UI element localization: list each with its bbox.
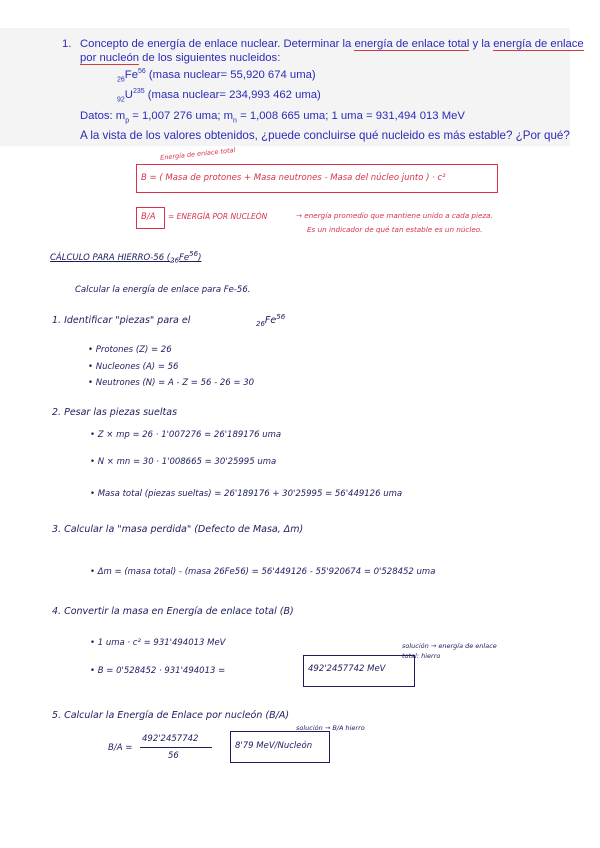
problem-line-2: por nucleón de los siguientes nucleidos: — [80, 52, 281, 64]
solution-ba-label: solución → B/A hierro — [296, 724, 365, 732]
b-formula: B = ( Masa de protones + Masa neutrones - Masa del núcleo junto ) · c² — [141, 173, 446, 183]
z-times-mp: • Z × mp = 26 · 1'007276 = 26'189176 uma — [90, 430, 282, 440]
ba-numerator: 492'2457742 — [142, 734, 199, 744]
b-calc: • B = 0'528452 · 931'494013 = — [90, 666, 226, 676]
question-line: A la vista de los valores obtenidos, ¿puede concluirse qué nucleido es más estable? ¿Por qué? — [80, 129, 570, 142]
neutrones: • Neutrones (N) = A - Z = 56 - 26 = 30 — [88, 378, 255, 388]
ba-label: B/A — [141, 212, 156, 222]
datos-line: Datos: $m_p = 1,007$ 276 uma; $m_n = 1,008$ 665 uma; 1 uma = 931,494 013 MeV — [80, 110, 465, 125]
protones: • Protones (Z) = 26 — [88, 345, 172, 355]
work-intro: Calcular la energía de enlace para Fe-56. — [75, 285, 251, 295]
masa-total: • Masa total (piezas sueltas) = 26'189176 + 30'25995 = 56'449126 uma — [90, 489, 403, 499]
step-2: 2. Pesar las piezas sueltas — [52, 407, 178, 418]
nucleones: • Nucleones (A) = 56 — [88, 362, 179, 372]
ba-desc-2: Es un indicador de qué tan estable es un núcleo. — [307, 225, 483, 234]
step-3: 3. Calcular la "masa perdida" (Defecto de Masa, Δm) — [52, 524, 304, 535]
problem-number: 1. — [62, 38, 72, 50]
ba-text: = ENERGÍA POR NUCLEÓN — [168, 212, 268, 221]
problem-line-1: Concepto de energía de enlace nuclear. Determinar la energía de enlace total y la energía de enlace — [80, 38, 584, 50]
ba-result: 8'79 MeV/Nucleón — [235, 741, 313, 751]
nuclide-u: $_{92}U^{235}$ (masa nuclear= 234,993 462 uma) — [117, 88, 321, 104]
n-times-mn: • N × mn = 30 · 1'008665 = 30'25995 uma — [90, 457, 277, 467]
step-1-nuclide: $_{26}Fe^{56}$ — [256, 312, 286, 328]
solution-b-label: solución → energía de enlace total: hierro — [402, 642, 497, 660]
ba-desc-1: → energía promedio que mantiene unido a cada pieza. — [296, 211, 493, 220]
step-5: 5. Calcular la Energía de Enlace por nucleón (B/A) — [52, 710, 290, 721]
ba-lhs: B/A = — [108, 743, 133, 753]
step-1: 1. Identificar "piezas" para el — [52, 315, 191, 326]
step-4: 4. Convertir la masa en Energía de enlace total (B) — [52, 606, 294, 617]
ba-denominator: 56 — [168, 751, 179, 761]
nuclide-fe: $_{26}Fe^{56}$ (masa nuclear= 55,920 674 uma) — [117, 68, 316, 84]
b-result: 492'2457742 MeV — [308, 664, 386, 674]
energia-total-note: Energía de enlace total — [159, 146, 236, 162]
delta-m: • Δm = (masa total) - (masa 26Fe56) = 56'449126 - 55'920674 = 0'528452 uma — [90, 567, 436, 577]
uma-c2: • 1 uma · c² = 931'494013 MeV — [90, 638, 226, 648]
fraction-bar — [140, 747, 212, 748]
work-title: CÁLCULO PARA HIERRO-56 $(_{26}Fe^{56})$ — [50, 250, 202, 265]
